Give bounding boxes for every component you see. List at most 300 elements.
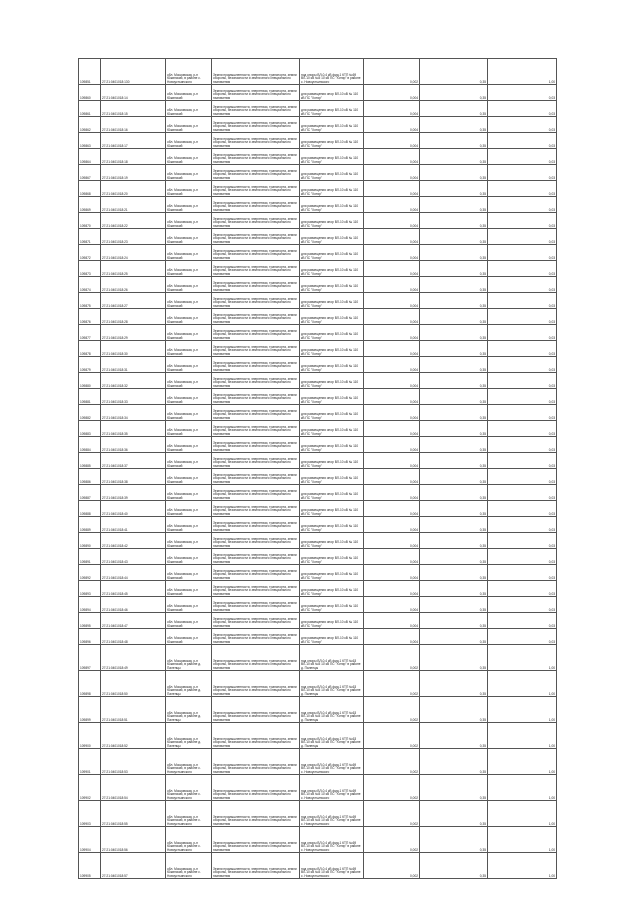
permitted-use-cell: для размещения опор ВЛ-10 кВ № 110 кВ ПС "Хотяр" [300,149,364,165]
land-category-cell: Земли промышленности, энергетики, транспорта, земли обороны, безопасности и земли иного специального назначения [212,671,300,697]
table-row [79,749,557,775]
permitted-use-cell: для размещения опор ВЛ-10 кВ № 110 кВ ПС "Хотяр" [300,229,364,245]
table-row [79,671,557,697]
value-cell: 0,03 [488,197,557,213]
value-cell: 0,03 [488,133,557,149]
cadastral-number-cell: 27:21:0401018:41 [101,517,166,533]
table-row [79,453,557,469]
land-category-cell: Земли промышленности, энергетики, транспорта, земли обороны, безопасности и земли иного специального назначения [212,181,300,197]
cadastral-number-cell: 27:21:0401018:50 [101,671,166,697]
table-row [79,165,557,181]
row-id-cell: 109889 [79,517,101,533]
value-cell: 0,03 [488,341,557,357]
area-cell: 0,004 [364,213,420,229]
permitted-use-cell: для размещения опор ВЛ-10 кВ № 110 кВ ПС "Хотяр" [300,293,364,309]
row-id-cell: 109892 [79,565,101,581]
value-cell: 0,35 [420,59,488,85]
value-cell: 1,00 [488,671,557,697]
row-id-cell: 109862 [79,117,101,133]
table-row [79,325,557,341]
address-cell: обл. Московская, р-н Южинский [166,197,212,213]
permitted-use-cell: для размещения опор ВЛ-10 кВ № 110 кВ ПС "Хотяр" [300,469,364,485]
permitted-use-cell: для размещения опор ВЛ-10 кВ № 110 кВ ПС "Хотяр" [300,565,364,581]
area-cell: 0,004 [364,453,420,469]
value-cell: 1,00 [488,853,557,879]
address-cell: обл. Московская, р-н Южинский [166,277,212,293]
permitted-use-cell: под опоры ВЛ-0,4 кВ фид.1 КТП №69 ВЛ-10 кВ №5 10 кВ ПС "Хотяр" в районе с. Новоустьинского [300,59,364,85]
row-id-cell: 109875 [79,293,101,309]
permitted-use-cell: для размещения опор ВЛ-10 кВ № 110 кВ ПС "Хотяр" [300,309,364,325]
row-id-cell: 109886 [79,469,101,485]
area-cell: 0,004 [364,325,420,341]
area-cell: 0,004 [364,469,420,485]
permitted-use-cell: для размещения опор ВЛ-10 кВ № 110 кВ ПС "Хотяр" [300,517,364,533]
cadastral-number-cell: 27:21:0401018:57 [101,853,166,879]
table-row [79,645,557,671]
row-id-cell: 109885 [79,453,101,469]
address-cell: обл. Московская, р-н Южинский, в районе с. Новоустьинского [166,827,212,853]
area-cell: 0,004 [364,309,420,325]
value-cell: 0,35 [420,485,488,501]
cadastral-number-cell: 27:21:0401018:20 [101,181,166,197]
row-id-cell: 109879 [79,357,101,373]
value-cell: 0,03 [488,149,557,165]
row-id-cell: 109905 [79,853,101,879]
value-cell: 0,03 [488,597,557,613]
table-row [79,85,557,101]
permitted-use-cell: для размещения опор ВЛ-10 кВ № 110 кВ ПС "Хотяр" [300,197,364,213]
value-cell: 0,35 [420,213,488,229]
value-cell: 1,00 [488,801,557,827]
area-cell: 0,004 [364,405,420,421]
area-cell: 0,004 [364,373,420,389]
permitted-use-cell: для размещения опор ВЛ-10 кВ № 110 кВ ПС "Хотяр" [300,597,364,613]
cadastral-number-cell: 27:21:0401018:36 [101,437,166,453]
cadastral-number-cell: 27:21:0401018:37 [101,453,166,469]
address-cell: обл. Московская, р-н Южинский [166,133,212,149]
address-cell: обл. Московская, р-н Южинский [166,101,212,117]
value-cell: 0,03 [488,437,557,453]
value-cell: 0,03 [488,229,557,245]
value-cell: 0,03 [488,117,557,133]
land-category-cell: Земли промышленности, энергетики, транспорта, земли обороны, безопасности и земли иного специального назначения [212,453,300,469]
value-cell: 0,35 [420,775,488,801]
land-category-cell: Земли промышленности, энергетики, транспорта, земли обороны, безопасности и земли иного специального назначения [212,581,300,597]
value-cell: 0,35 [420,357,488,373]
value-cell: 0,35 [420,373,488,389]
table-row [79,549,557,565]
land-category-cell: Земли промышленности, энергетики, транспорта, земли обороны, безопасности и земли иного специального назначения [212,723,300,749]
row-id-cell: 109871 [79,229,101,245]
permitted-use-cell: для размещения опор ВЛ-10 кВ № 110 кВ ПС "Хотяр" [300,629,364,645]
land-category-cell: Земли промышленности, энергетики, транспорта, земли обороны, безопасности и земли иного специального назначения [212,165,300,181]
value-cell: 0,35 [420,341,488,357]
land-category-cell: Земли промышленности, энергетики, транспорта, земли обороны, безопасности и земли иного специального назначения [212,645,300,671]
area-cell: 0,004 [364,85,420,101]
value-cell: 0,35 [420,565,488,581]
land-category-cell: Земли промышленности, энергетики, транспорта, земли обороны, безопасности и земли иного специального назначения [212,325,300,341]
table-row [79,517,557,533]
row-id-cell: 109881 [79,389,101,405]
permitted-use-cell: под опоры ВЛ-0,4 кВ фид.1 КТП №63 ВЛ-10 кВ №5 10 кВ ПС "Хотяр" в районе д. Паленцы [300,671,364,697]
cadastral-number-cell: 27:21:0401018:21 [101,197,166,213]
land-category-cell: Земли промышленности, энергетики, транспорта, земли обороны, безопасности и земли иного специального назначения [212,117,300,133]
permitted-use-cell: для размещения опор ВЛ-10 кВ № 110 кВ ПС "Хотяр" [300,549,364,565]
row-id-cell: 109872 [79,245,101,261]
value-cell: 0,03 [488,421,557,437]
value-cell: 0,03 [488,533,557,549]
address-cell: обл. Московская, р-н Южинский [166,245,212,261]
value-cell: 0,35 [420,437,488,453]
land-category-cell: Земли промышленности, энергетики, транспорта, земли обороны, безопасности и земли иного специального назначения [212,549,300,565]
area-cell: 0,004 [364,165,420,181]
table-row [79,437,557,453]
land-category-cell: Земли промышленности, энергетики, транспорта, земли обороны, безопасности и земли иного специального назначения [212,357,300,373]
value-cell: 0,35 [420,645,488,671]
row-id-cell: 109877 [79,325,101,341]
address-cell: обл. Московская, р-н Южинский [166,341,212,357]
address-cell: обл. Московская, р-н Южинский, в районе д. Паленцы [166,697,212,723]
value-cell: 0,35 [420,309,488,325]
value-cell: 0,03 [488,581,557,597]
area-cell: 0,002 [364,59,420,85]
permitted-use-cell: для размещения опор ВЛ-10 кВ № 110 кВ ПС "Хотяр" [300,85,364,101]
cadastral-number-cell: 27:21:0401018:38 [101,469,166,485]
permitted-use-cell: под опоры ВЛ-0,4 кВ фид.1 КТП №63 ВЛ-10 кВ №5 10 кВ ПС "Хотяр" в районе д. Паленцы [300,723,364,749]
cadastral-number-cell: 27:21:0401018:40 [101,501,166,517]
area-cell: 0,002 [364,775,420,801]
permitted-use-cell: для размещения опор ВЛ-10 кВ № 110 кВ ПС "Хотяр" [300,389,364,405]
area-cell: 0,004 [364,629,420,645]
value-cell: 0,03 [488,293,557,309]
permitted-use-cell: для размещения опор ВЛ-10 кВ № 110 кВ ПС "Хотяр" [300,117,364,133]
permitted-use-cell: для размещения опор ВЛ-10 кВ № 110 кВ ПС "Хотяр" [300,325,364,341]
row-id-cell: 109876 [79,309,101,325]
address-cell: обл. Московская, р-н Южинский [166,213,212,229]
area-cell: 0,002 [364,749,420,775]
value-cell: 0,03 [488,629,557,645]
value-cell: 0,35 [420,133,488,149]
value-cell: 0,35 [420,697,488,723]
cadastral-number-cell: 27:21:0401018:53 [101,749,166,775]
row-id-cell: 109873 [79,261,101,277]
cadastral-number-cell: 27:21:0401018:25 [101,261,166,277]
value-cell: 0,03 [488,549,557,565]
value-cell: 0,03 [488,101,557,117]
value-cell: 0,35 [420,405,488,421]
address-cell: обл. Московская, р-н Южинский, в районе д. Паленцы [166,723,212,749]
table-row [79,775,557,801]
area-cell: 0,004 [364,533,420,549]
table-row [79,697,557,723]
permitted-use-cell: под опоры ВЛ-0,4 кВ фид.1 КТП №69 ВЛ-10 кВ №5 10 кВ ПС "Хотяр" в районе с. Новоустьинского [300,827,364,853]
cadastral-number-cell: 27:21:0401018:130 [101,59,166,85]
row-id-cell: 109904 [79,827,101,853]
row-id-cell: 109901 [79,749,101,775]
area-cell: 0,004 [364,149,420,165]
land-category-cell: Земли промышленности, энергетики, транспорта, земли обороны, безопасности и земли иного специального назначения [212,775,300,801]
cadastral-number-cell: 27:21:0401018:32 [101,373,166,389]
land-category-cell: Земли промышленности, энергетики, транспорта, земли обороны, безопасности и земли иного специального назначения [212,133,300,149]
address-cell: обл. Московская, р-н Южинский [166,165,212,181]
table-row [79,309,557,325]
value-cell: 0,35 [420,197,488,213]
area-cell: 0,004 [364,437,420,453]
land-category-cell: Земли промышленности, энергетики, транспорта, земли обороны, безопасности и земли иного специального назначения [212,533,300,549]
table-row [79,629,557,645]
land-category-cell: Земли промышленности, энергетики, транспорта, земли обороны, безопасности и земли иного специального назначения [212,373,300,389]
row-id-cell: 109861 [79,101,101,117]
cadastral-number-cell: 27:21:0401018:19 [101,165,166,181]
cadastral-number-cell: 27:21:0401018:33 [101,389,166,405]
value-cell: 1,00 [488,59,557,85]
value-cell: 1,00 [488,645,557,671]
land-category-cell: Земли промышленности, энергетики, транспорта, земли обороны, безопасности и земли иного специального назначения [212,613,300,629]
land-category-cell: Земли промышленности, энергетики, транспорта, земли обороны, безопасности и земли иного специального назначения [212,261,300,277]
row-id-cell: 109882 [79,405,101,421]
cadastral-number-cell: 27:21:0401018:26 [101,277,166,293]
row-id-cell: 109874 [79,277,101,293]
table-row [79,117,557,133]
address-cell: обл. Московская, р-н Южинский, в районе с. Новоустьинского [166,801,212,827]
area-cell: 0,004 [364,277,420,293]
row-id-cell: 109903 [79,801,101,827]
row-id-cell: 109890 [79,533,101,549]
land-category-cell: Земли промышленности, энергетики, транспорта, земли обороны, безопасности и земли иного специального назначения [212,629,300,645]
area-cell: 0,004 [364,517,420,533]
value-cell: 1,00 [488,775,557,801]
cadastral-number-cell: 27:21:0401018:29 [101,325,166,341]
table-row [79,597,557,613]
land-category-cell: Земли промышленности, энергетики, транспорта, земли обороны, безопасности и земли иного специального назначения [212,277,300,293]
cadastral-number-cell: 27:21:0401018:49 [101,645,166,671]
permitted-use-cell: для размещения опор ВЛ-10 кВ № 110 кВ ПС "Хотяр" [300,101,364,117]
address-cell: обл. Московская, р-н Южинский [166,405,212,421]
row-id-cell: 109864 [79,149,101,165]
address-cell: обл. Московская, р-н Южинский [166,261,212,277]
cadastral-number-cell: 27:21:0401018:56 [101,827,166,853]
address-cell: обл. Московская, р-н Южинский, в районе с. Новоустьинского [166,749,212,775]
value-cell: 0,35 [420,149,488,165]
table-row [79,133,557,149]
area-cell: 0,002 [364,645,420,671]
table-row [79,405,557,421]
value-cell: 1,00 [488,697,557,723]
table-row [79,389,557,405]
value-cell: 0,03 [488,501,557,517]
table-row [79,533,557,549]
value-cell: 0,03 [488,469,557,485]
value-cell: 0,35 [420,517,488,533]
land-category-cell: Земли промышленности, энергетики, транспорта, земли обороны, безопасности и земли иного специального назначения [212,197,300,213]
value-cell: 0,35 [420,277,488,293]
value-cell: 0,03 [488,181,557,197]
value-cell: 0,03 [488,85,557,101]
value-cell: 0,03 [488,277,557,293]
address-cell: обл. Московская, р-н Южинский [166,613,212,629]
address-cell: обл. Московская, р-н Южинский, в районе д. Паленцы [166,645,212,671]
table-body [79,59,557,879]
value-cell: 0,35 [420,261,488,277]
cadastral-number-cell: 27:21:0401018:44 [101,565,166,581]
value-cell: 0,35 [420,749,488,775]
land-category-cell: Земли промышленности, энергетики, транспорта, земли обороны, безопасности и земли иного специального назначения [212,213,300,229]
address-cell: обл. Московская, р-н Южинский [166,373,212,389]
permitted-use-cell: для размещения опор ВЛ-10 кВ № 110 кВ ПС "Хотяр" [300,405,364,421]
land-category-cell: Земли промышленности, энергетики, транспорта, земли обороны, безопасности и земли иного специального назначения [212,827,300,853]
cadastral-number-cell: 27:21:0401018:46 [101,597,166,613]
cadastral-number-cell: 27:21:0401018:27 [101,293,166,309]
area-cell: 0,002 [364,697,420,723]
row-id-cell: 109897 [79,645,101,671]
table-row [79,723,557,749]
cadastral-number-cell: 27:21:0401018:39 [101,485,166,501]
value-cell: 0,35 [420,117,488,133]
address-cell: обл. Московская, р-н Южинский [166,181,212,197]
permitted-use-cell: для размещения опор ВЛ-10 кВ № 110 кВ ПС "Хотяр" [300,373,364,389]
value-cell: 0,03 [488,357,557,373]
value-cell: 0,35 [420,671,488,697]
value-cell: 0,35 [420,629,488,645]
value-cell: 0,35 [420,181,488,197]
value-cell: 0,03 [488,373,557,389]
row-id-cell: 109894 [79,597,101,613]
value-cell: 0,03 [488,309,557,325]
table-row [79,565,557,581]
value-cell: 0,03 [488,613,557,629]
value-cell: 0,35 [420,613,488,629]
cadastral-number-cell: 27:21:0401018:14 [101,85,166,101]
permitted-use-cell: для размещения опор ВЛ-10 кВ № 110 кВ ПС "Хотяр" [300,245,364,261]
row-id-cell: 109868 [79,181,101,197]
value-cell: 0,35 [420,245,488,261]
permitted-use-cell: под опоры ВЛ-0,4 кВ фид.1 КТП №63 ВЛ-10 кВ №5 10 кВ ПС "Хотяр" в районе д. Паленцы [300,697,364,723]
land-plots-table [78,58,557,879]
permitted-use-cell: для размещения опор ВЛ-10 кВ № 110 кВ ПС "Хотяр" [300,133,364,149]
value-cell: 0,35 [420,801,488,827]
cadastral-number-cell: 27:21:0401018:51 [101,697,166,723]
land-category-cell: Земли промышленности, энергетики, транспорта, земли обороны, безопасности и земли иного специального назначения [212,565,300,581]
value-cell: 0,35 [420,597,488,613]
area-cell: 0,004 [364,581,420,597]
cadastral-number-cell: 27:21:0401018:17 [101,133,166,149]
area-cell: 0,004 [364,597,420,613]
cadastral-number-cell: 27:21:0401018:35 [101,421,166,437]
value-cell: 0,03 [488,517,557,533]
address-cell: обл. Московская, р-н Южинский [166,581,212,597]
permitted-use-cell: для размещения опор ВЛ-10 кВ № 110 кВ ПС "Хотяр" [300,613,364,629]
permitted-use-cell: для размещения опор ВЛ-10 кВ № 110 кВ ПС "Хотяр" [300,485,364,501]
area-cell: 0,004 [364,549,420,565]
value-cell: 0,35 [420,421,488,437]
area-cell: 0,002 [364,723,420,749]
value-cell: 0,03 [488,453,557,469]
address-cell: обл. Московская, р-н Южинский [166,469,212,485]
area-cell: 0,004 [364,133,420,149]
land-category-cell: Земли промышленности, энергетики, транспорта, земли обороны, безопасности и земли иного специального назначения [212,59,300,85]
table-row [79,181,557,197]
value-cell: 0,35 [420,469,488,485]
row-id-cell: 109863 [79,133,101,149]
cadastral-number-cell: 27:21:0401018:54 [101,775,166,801]
address-cell: обл. Московская, р-н Южинский [166,229,212,245]
value-cell: 0,35 [420,853,488,879]
value-cell: 0,35 [420,533,488,549]
area-cell: 0,004 [364,501,420,517]
row-id-cell: 109880 [79,373,101,389]
area-cell: 0,002 [364,801,420,827]
table-row [79,213,557,229]
area-cell: 0,004 [364,101,420,117]
permitted-use-cell: для размещения опор ВЛ-10 кВ № 110 кВ ПС "Хотяр" [300,165,364,181]
address-cell: обл. Московская, р-н Южинский [166,501,212,517]
value-cell: 0,35 [420,325,488,341]
address-cell: обл. Московская, р-н Южинский [166,325,212,341]
address-cell: обл. Московская, р-н Южинский [166,117,212,133]
permitted-use-cell: для размещения опор ВЛ-10 кВ № 110 кВ ПС "Хотяр" [300,277,364,293]
cadastral-number-cell: 27:21:0401018:30 [101,341,166,357]
table-row [79,357,557,373]
value-cell: 0,35 [420,453,488,469]
permitted-use-cell: под опоры ВЛ-0,4 кВ фид.1 КТП №69 ВЛ-10 кВ №5 10 кВ ПС "Хотяр" в районе с. Новоустьинского [300,801,364,827]
value-cell: 1,00 [488,749,557,775]
permitted-use-cell: для размещения опор ВЛ-10 кВ № 110 кВ ПС "Хотяр" [300,501,364,517]
land-category-cell: Земли промышленности, энергетики, транспорта, земли обороны, безопасности и земли иного специального назначения [212,421,300,437]
address-cell: обл. Московская, р-н Южинский, в районе с. Новоустьинского [166,59,212,85]
value-cell: 0,35 [420,549,488,565]
value-cell: 0,35 [420,501,488,517]
value-cell: 0,35 [420,827,488,853]
row-id-cell: 109902 [79,775,101,801]
address-cell: обл. Московская, р-н Южинский [166,597,212,613]
row-id-cell: 109860 [79,85,101,101]
cadastral-number-cell: 27:21:0401018:42 [101,533,166,549]
value-cell: 0,03 [488,485,557,501]
row-id-cell: 109869 [79,197,101,213]
cadastral-number-cell: 27:21:0401018:15 [101,101,166,117]
area-cell: 0,004 [364,341,420,357]
area-cell: 0,004 [364,181,420,197]
permitted-use-cell: для размещения опор ВЛ-10 кВ № 110 кВ ПС "Хотяр" [300,357,364,373]
address-cell: обл. Московская, р-н Южинский, в районе с. Новоустьинского [166,853,212,879]
row-id-cell: 109899 [79,697,101,723]
permitted-use-cell: для размещения опор ВЛ-10 кВ № 110 кВ ПС "Хотяр" [300,453,364,469]
land-category-cell: Земли промышленности, энергетики, транспорта, земли обороны, безопасности и земли иного специального назначения [212,389,300,405]
value-cell: 0,03 [488,165,557,181]
cadastral-number-cell: 27:21:0401018:24 [101,245,166,261]
table-row [79,59,557,85]
land-category-cell: Земли промышленности, энергетики, транспорта, земли обороны, безопасности и земли иного специального назначения [212,149,300,165]
table-row [79,229,557,245]
value-cell: 0,35 [420,723,488,749]
permitted-use-cell: для размещения опор ВЛ-10 кВ № 110 кВ ПС "Хотяр" [300,341,364,357]
area-cell: 0,004 [364,229,420,245]
area-cell: 0,002 [364,827,420,853]
permitted-use-cell: под опоры ВЛ-0,4 кВ фид.1 КТП №69 ВЛ-10 кВ №5 10 кВ ПС "Хотяр" в районе с. Новоустьинского [300,853,364,879]
value-cell: 0,35 [420,389,488,405]
address-cell: обл. Московская, р-н Южинский [166,389,212,405]
address-cell: обл. Московская, р-н Южинский [166,453,212,469]
value-cell: 0,35 [420,229,488,245]
row-id-cell: 109887 [79,485,101,501]
land-category-cell: Земли промышленности, энергетики, транспорта, земли обороны, безопасности и земли иного специального назначения [212,309,300,325]
value-cell: 0,03 [488,565,557,581]
cadastral-number-cell: 27:21:0401018:45 [101,581,166,597]
address-cell: обл. Московская, р-н Южинский, в районе с. Новоустьинского [166,775,212,801]
land-category-cell: Земли промышленности, энергетики, транспорта, земли обороны, безопасности и земли иного специального назначения [212,245,300,261]
table-row [79,245,557,261]
row-id-cell: 109867 [79,165,101,181]
